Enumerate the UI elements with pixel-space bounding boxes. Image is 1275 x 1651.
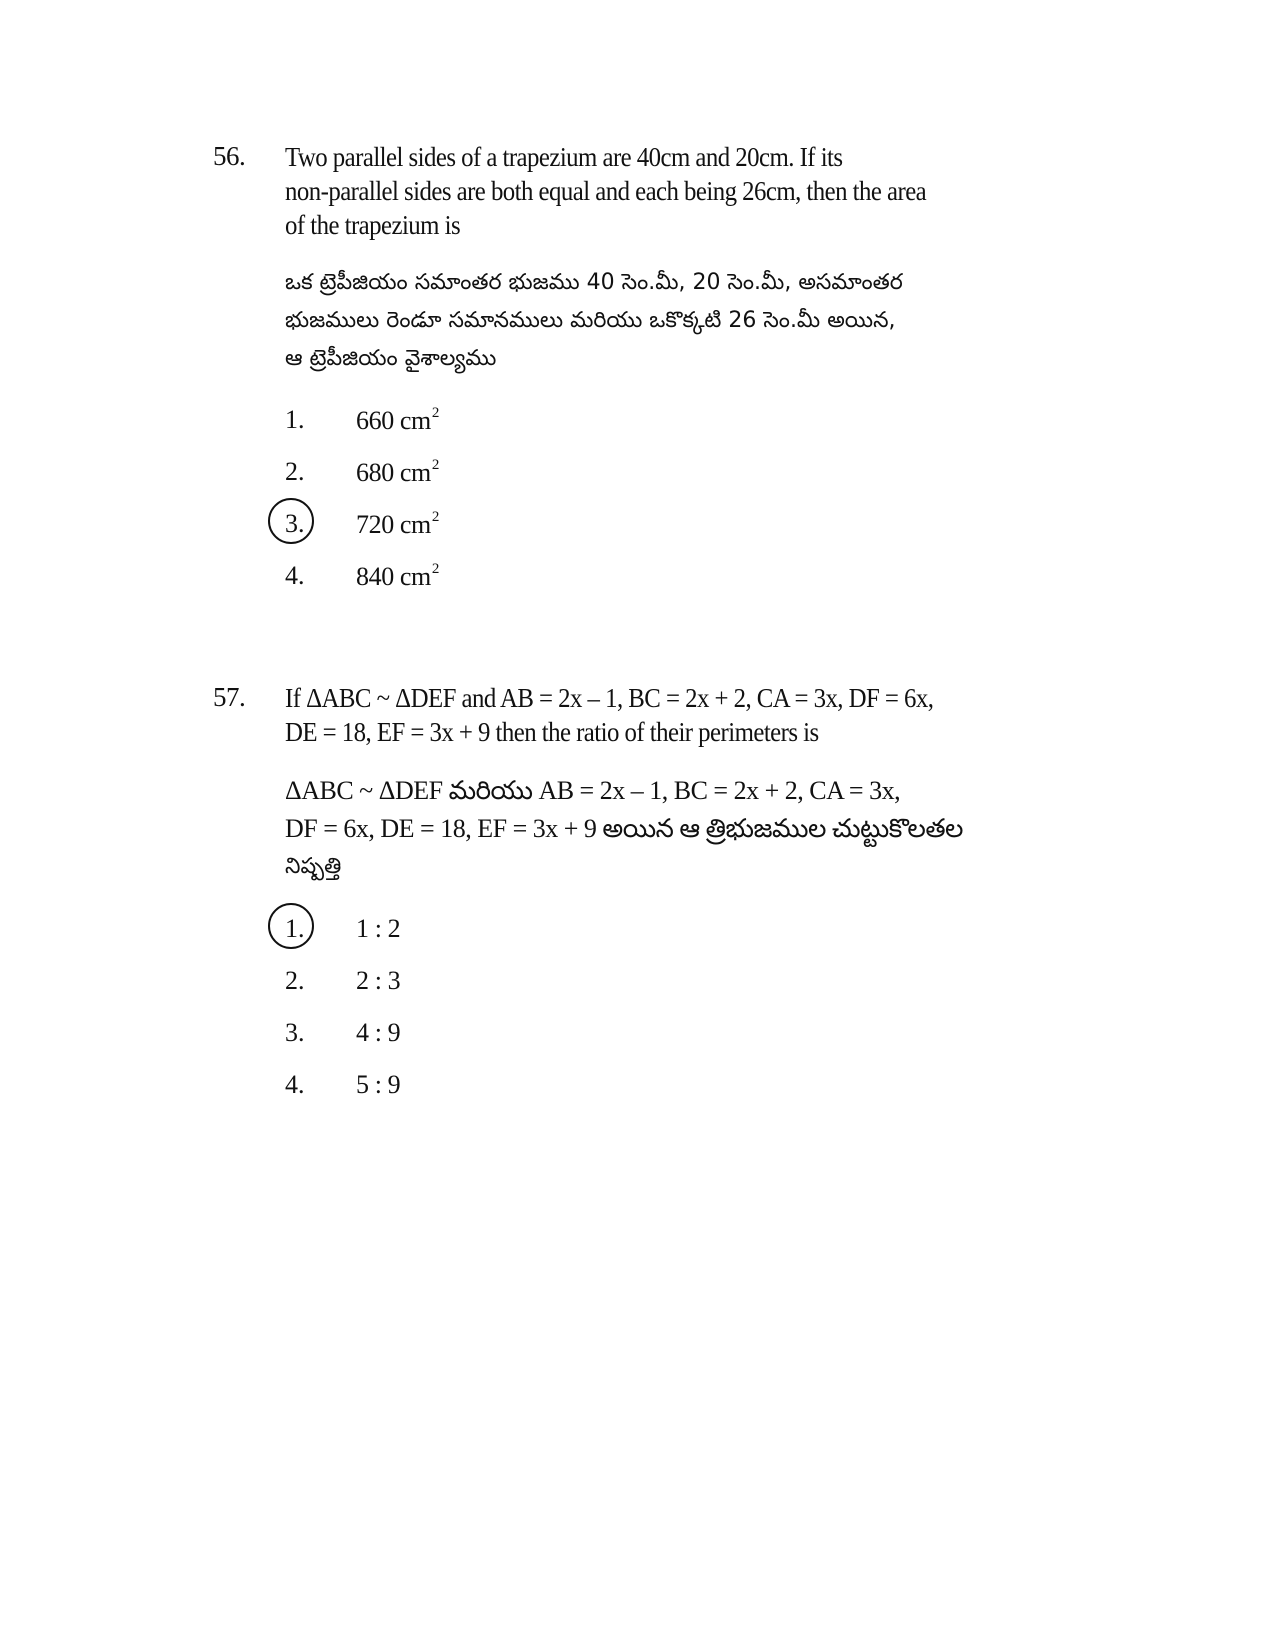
question-text-telugu [285, 772, 985, 886]
text-line: non-parallel sides are both equal and each being 26cm, then the area [285, 176, 927, 206]
text-line: DE = 18, EF = 3x + 9 then the ratio of their perimeters is [285, 717, 819, 747]
text-line: Two parallel sides of a trapezium are 40cm and 20cm. If its [285, 142, 843, 172]
text-line: ఒక ట్రెపీజియం సమాంతర భుజము 40 సెం.మీ, 20 సెం.మీ, అసమాంతర [285, 270, 903, 295]
option-number: 2. [285, 457, 305, 486]
text-line: of the trapezium is [285, 210, 461, 240]
option-value: 1 : 2 [356, 914, 401, 943]
text-line: భుజములు రెండూ సమానములు మరియు ఒకొక్కటి 26 సెం.మీ అయిన, [285, 308, 896, 333]
option-value: 5 : 9 [356, 1070, 401, 1099]
option-number: 4. [285, 1070, 305, 1099]
text-line: నిష్పత్తి [285, 854, 342, 879]
option-number: 1. [285, 914, 305, 943]
option-value: 660 $cm^2$ [356, 405, 439, 435]
option-value: 4 : 9 [356, 1018, 401, 1047]
question-number: 56. [213, 141, 246, 171]
option-number: 1. [285, 405, 305, 434]
option-number: 3. [285, 509, 305, 538]
text-line: ఆ ట్రెపీజియం వైశాల్యము [285, 346, 497, 371]
text-line: If ΔABC ~ ΔDEF and AB = 2x – 1, BC = 2x + 2, CA = 3x, DF = 6x, [285, 683, 934, 713]
question-text-english [285, 140, 947, 242]
option-value: 840 $cm^2$ [356, 561, 439, 591]
option-number: 2. [285, 966, 305, 995]
question-text-english [285, 681, 947, 749]
option-value: 680 $cm^2$ [356, 457, 439, 487]
text-line: DF = 6x, DE = 18, EF = 3x + 9 అయిన ఆ త్రిభుజముల చుట్టుకొలతల [285, 814, 963, 843]
question-number: 57. [213, 682, 246, 712]
text-line: ΔABC ~ ΔDEF మరియు AB = 2x – 1, BC = 2x + 2, CA = 3x, [285, 776, 901, 805]
option-value: 2 : 3 [356, 966, 401, 995]
question-text-telugu [285, 264, 985, 378]
option-value: 720 $cm^2$ [356, 509, 439, 539]
option-number: 3. [285, 1018, 305, 1047]
option-number: 4. [285, 561, 305, 590]
